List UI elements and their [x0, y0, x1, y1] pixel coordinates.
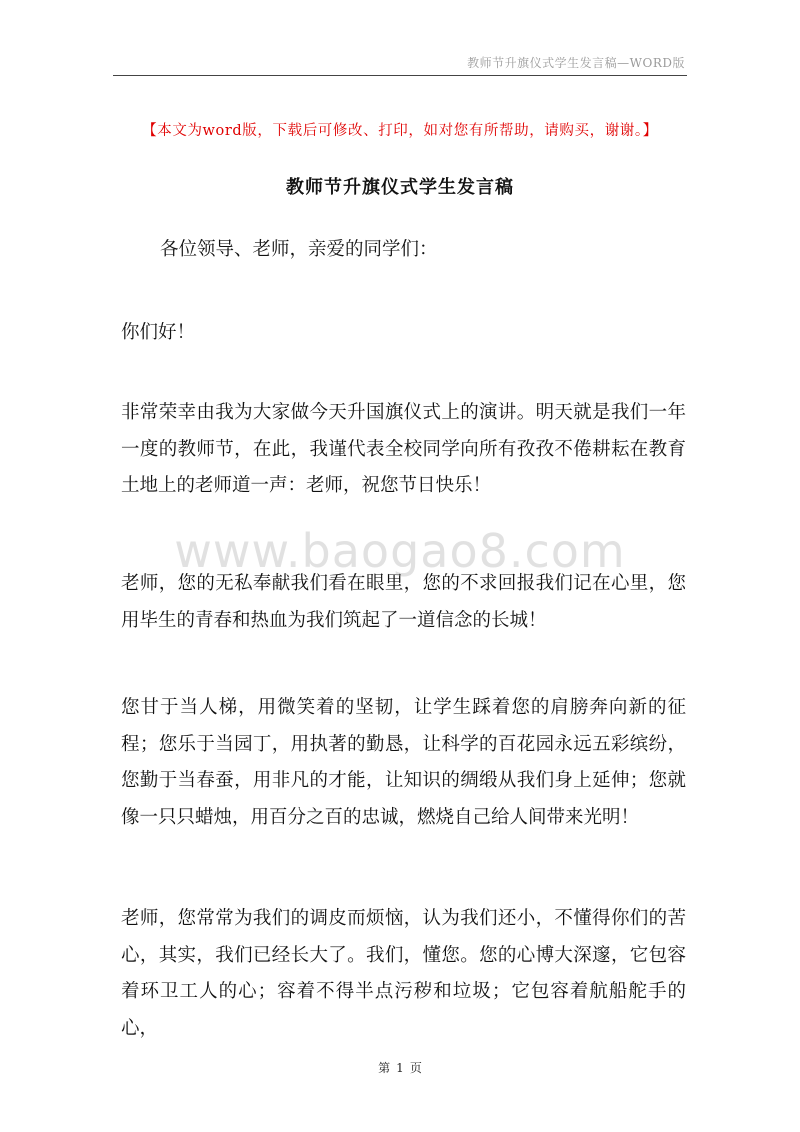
body-paragraph-3: 您甘于当人梯，用微笑着的坚韧，让学生踩着您的肩膀奔向新的征程；您乐于当园丁，用执著的勤恳，让科学的百花园永远五彩缤纷，您勤于当春蚕，用非凡的才能，让知识的绸缎从我们身上延伸；您就像一只只蜡烛，用百分之百的忠诚，燃烧自己给人间带来光明！ [121, 697, 686, 828]
salutation-paragraph: 各位领导、老师，亲爱的同学们： [160, 239, 438, 260]
document-title: 教师节升旗仪式学生发言稿 [286, 177, 514, 198]
body-paragraph-2: 老师，您的无私奉献我们看在眼里，您的不求回报我们记在心里，您用毕生的青春和热血为我们筑起了一道信念的长城！ [121, 573, 686, 631]
running-header: 教师节升旗仪式学生发言稿—WORD版 [467, 56, 685, 70]
body-paragraph-1: 非常荣幸由我为大家做今天升国旗仪式上的演讲。明天就是我们一年一度的教师节，在此，我谨代表全校同学向所有孜孜不倦耕耘在教育土地上的老师道一声：老师，祝您节日快乐！ [121, 402, 686, 496]
page-suffix: 页 [409, 1061, 422, 1075]
page-footer [0, 1059, 800, 1076]
page-number: 1 [396, 1061, 404, 1075]
body-paragraph-4: 老师，您常常为我们的调皮而烦恼，认为我们还小，不懂得你们的苦心，其实，我们已经长大了。我们，懂您。您的心博大深邃，它包容着环卫工人的心；容着不得半点污秽和垃圾；它包容着航船舵手的心， [121, 908, 686, 1039]
purchase-notice: 【本文为word版，下载后可修改、打印，如对您有所帮助，请购买，谢谢。】 [142, 123, 658, 139]
header-divider [113, 75, 687, 76]
page-prefix: 第 [378, 1061, 391, 1075]
greeting-paragraph: 你们好！ [121, 322, 196, 343]
site-watermark: www.baogao8.com [174, 524, 626, 578]
